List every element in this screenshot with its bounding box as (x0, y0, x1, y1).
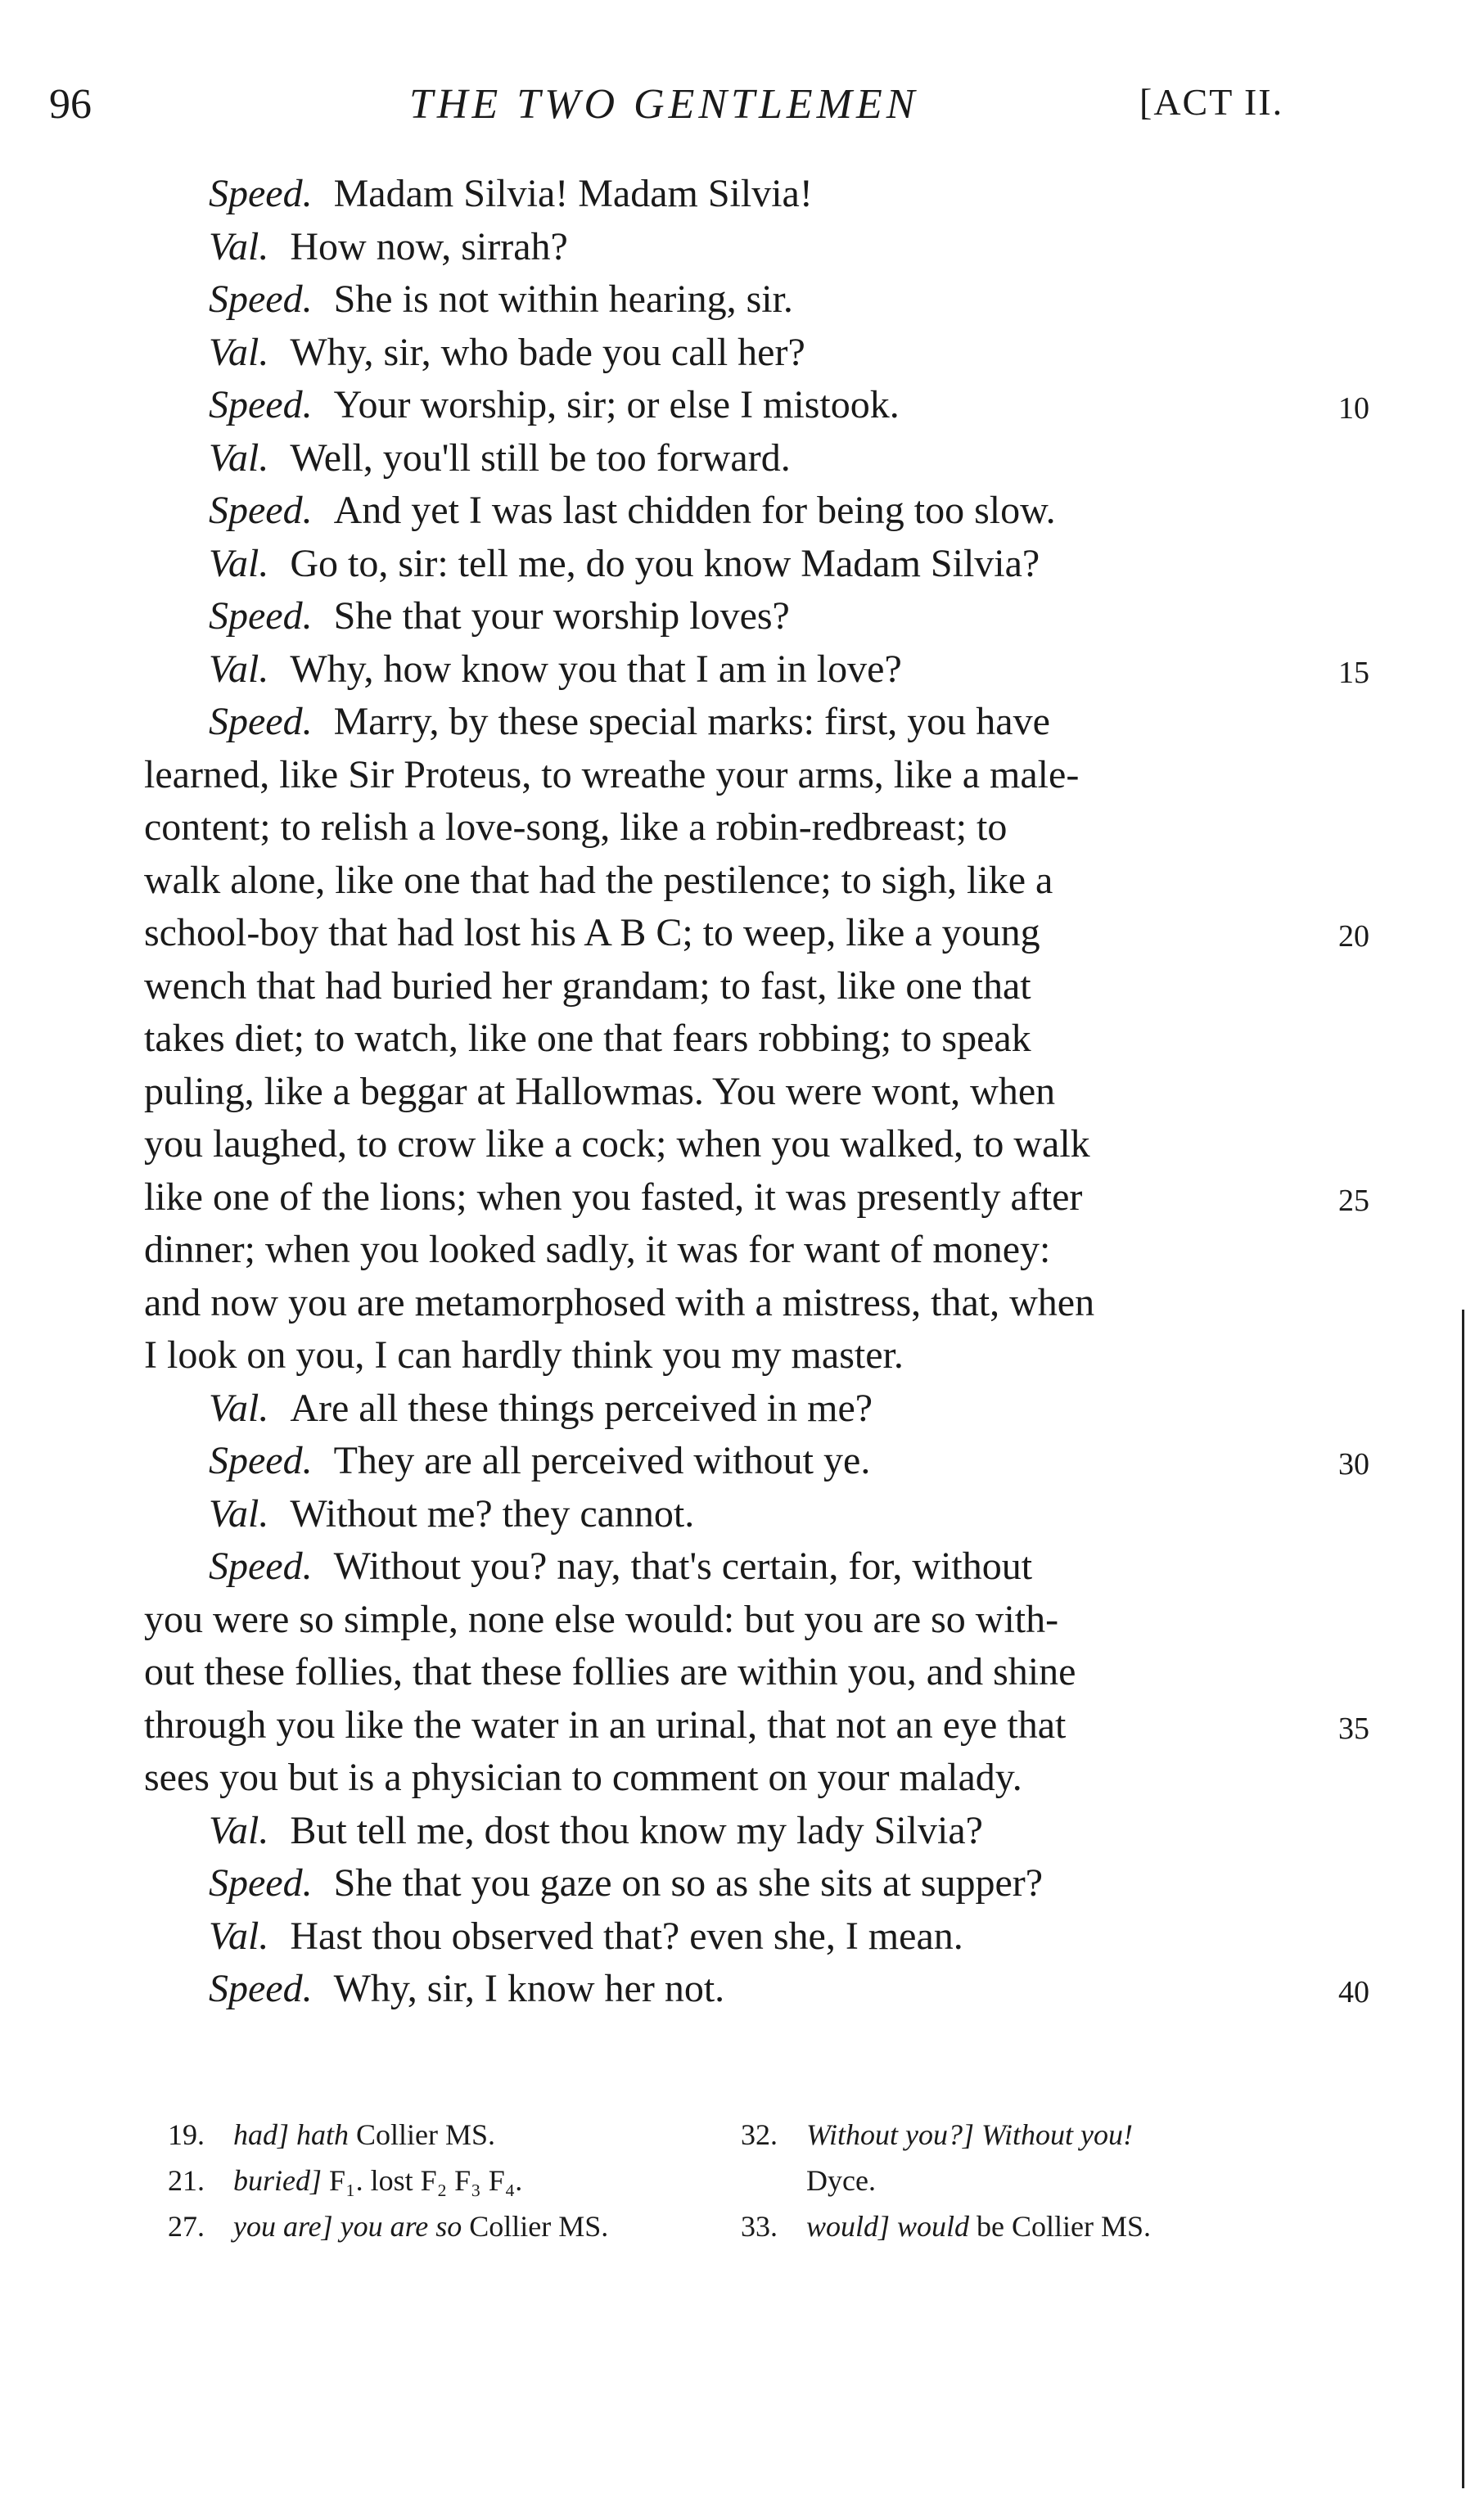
line-content (209, 432, 791, 485)
line-text: But tell me, dost thou know my lady Silvia? (290, 1808, 983, 1852)
footnote-number: 27. (168, 2210, 205, 2243)
text-line (0, 432, 1484, 485)
footnote-number: 33. (741, 2210, 778, 2243)
line-text: Are all these things perceived in me? (290, 1386, 873, 1430)
line-text: Hast thou observed that? even she, I mean. (290, 1914, 963, 1958)
line-text: And yet I was last chidden for being too slow. (333, 489, 1056, 532)
speaker-name: Speed. (209, 277, 313, 321)
footnote-number: 32. (741, 2118, 778, 2151)
text-line (0, 327, 1484, 380)
line-content (144, 1171, 1082, 1224)
line-content (209, 221, 568, 274)
line-text: wench that had buried her grandam; to fast, like one that (144, 963, 1031, 1008)
line-text: Why, sir, who bade you call her? (290, 330, 805, 374)
line-text: like one of the lions; when you fasted, it was presently after (144, 1175, 1083, 1219)
line-number: 25 (1338, 1183, 1369, 1218)
text-line (0, 1382, 1484, 1436)
footnote-source: Dyce. (806, 2164, 876, 2197)
footnote-reading: Without you! (974, 2118, 1133, 2151)
speaker-name: Val. (209, 1491, 269, 1536)
footnote-entry (741, 2112, 1314, 2158)
text-line (0, 1488, 1484, 1541)
play-text (0, 168, 1484, 2016)
text-line (0, 485, 1484, 538)
line-content (209, 273, 793, 327)
line-content (209, 327, 805, 380)
text-line (0, 1699, 1484, 1752)
page-edge-rule (1462, 1310, 1464, 2488)
running-title: THE TWO GENTLEMEN (409, 81, 919, 128)
line-text: Well, you'll still be too forward. (290, 435, 791, 480)
line-text: She that you gaze on so as she sits at supper? (333, 1861, 1044, 1905)
text-line (0, 960, 1484, 1013)
text-line (0, 1435, 1484, 1488)
line-content (209, 1963, 724, 2016)
line-text: sees you but is a physician to comment on your malady. (144, 1756, 1022, 1799)
line-text: They are all perceived without ye. (333, 1439, 871, 1482)
line-number: 10 (1338, 391, 1369, 426)
footnote-number: 19. (168, 2118, 205, 2151)
line-text: out these follies, that these follies are within you, and shine (144, 1650, 1076, 1693)
text-line (0, 643, 1484, 697)
footnote-source: F₁. lost F₂ F₃ F₄. (322, 2164, 523, 2197)
footnote-lemma: had] (233, 2118, 290, 2151)
speaker-name: Val. (209, 1386, 269, 1430)
footnote-lemma: Without you?] (806, 2118, 974, 2151)
speaker-name: Speed. (209, 594, 313, 638)
line-content (209, 590, 790, 643)
text-line (0, 1066, 1484, 1119)
line-content (144, 855, 1053, 908)
line-content (209, 1540, 1032, 1594)
page-header (0, 80, 1484, 146)
line-content (209, 1857, 1043, 1910)
line-text: Without me? they cannot. (290, 1491, 695, 1536)
footnote-entry (168, 2112, 741, 2158)
line-content (144, 1224, 1050, 1277)
line-content (144, 1012, 1031, 1066)
text-line (0, 749, 1484, 802)
line-content (144, 907, 1040, 960)
line-text: Go to, sir: tell me, do you know Madam Silvia? (290, 541, 1040, 585)
text-line (0, 590, 1484, 643)
footnote-entry (168, 2203, 741, 2249)
line-number: 30 (1338, 1447, 1369, 1482)
line-text: She is not within hearing, sir. (333, 277, 793, 321)
text-line (0, 1224, 1484, 1277)
speaker-name: Speed. (209, 1545, 313, 1588)
speaker-name: Val. (209, 435, 269, 480)
line-text: puling, like a beggar at Hallowmas. You were wont, when (144, 1069, 1056, 1113)
line-content (144, 1646, 1076, 1699)
line-content (209, 1382, 873, 1436)
text-line (0, 168, 1484, 221)
text-line (0, 1329, 1484, 1382)
line-number: 40 (1338, 1975, 1369, 2009)
line-text: school-boy that had lost his A B C; to weep, like a young (144, 911, 1040, 954)
text-line (0, 1277, 1484, 1330)
line-content (144, 1329, 904, 1382)
line-content (144, 960, 1031, 1013)
text-line (0, 221, 1484, 274)
line-text: How now, sirrah? (290, 224, 568, 268)
text-line (0, 379, 1484, 432)
footnote-reading: would (890, 2210, 970, 2243)
text-line (0, 1594, 1484, 1647)
line-text: content; to relish a love-song, like a robin-redbreast; to (144, 805, 1008, 849)
line-content (209, 1435, 870, 1488)
text-line (0, 1752, 1484, 1805)
line-number: 35 (1338, 1711, 1369, 1746)
line-text: Why, sir, I know her not. (333, 1967, 725, 2010)
speaker-name: Speed. (209, 1967, 313, 2010)
text-line (0, 1857, 1484, 1910)
footnote-entry (741, 2158, 1314, 2203)
line-content (209, 1805, 983, 1858)
speaker-name: Val. (209, 541, 269, 585)
line-content (209, 168, 813, 221)
line-content (209, 379, 900, 432)
text-line (0, 696, 1484, 749)
line-content (144, 1118, 1090, 1171)
speaker-name: Val. (209, 330, 269, 374)
footnote-source: Collier MS. (349, 2118, 496, 2151)
line-text: takes diet; to watch, like one that fears robbing; to speak (144, 1017, 1031, 1060)
line-text: I look on you, I can hardly think you my master. (144, 1333, 904, 1377)
line-content (144, 801, 1007, 855)
line-text: you laughed, to crow like a cock; when you walked, to walk (144, 1122, 1090, 1166)
footnote-reading: hath (289, 2118, 350, 2151)
text-line (0, 273, 1484, 327)
speaker-name: Val. (209, 647, 269, 691)
footnote-entry (168, 2158, 741, 2203)
footnote-number: 21. (168, 2164, 205, 2197)
speaker-name: Speed. (209, 1439, 313, 1482)
line-text: learned, like Sir Proteus, to wreathe your arms, like a male- (144, 752, 1080, 796)
footnote-entry (741, 2203, 1314, 2249)
speaker-name: Speed. (209, 700, 313, 743)
line-text: through you like the water in an urinal, that not an eye that (144, 1702, 1067, 1747)
line-number: 15 (1338, 655, 1369, 690)
footnote-lemma: you are] (233, 2210, 333, 2243)
act-label: [ACT II. (1139, 81, 1284, 123)
line-text: walk alone, like one that had the pestilence; to sigh, like a (144, 858, 1053, 902)
text-line (0, 1910, 1484, 1964)
line-text: Why, how know you that I am in love? (290, 647, 902, 691)
text-line (0, 538, 1484, 591)
line-content (144, 1752, 1022, 1805)
line-content (144, 749, 1079, 802)
footnote-lemma: buried] (233, 2164, 322, 2197)
speaker-name: Val. (209, 1914, 269, 1958)
speaker-name: Speed. (209, 383, 313, 426)
line-text: Your worship, sir; or else I mistook. (333, 383, 900, 426)
text-line (0, 801, 1484, 855)
footnote-source: Collier MS. (462, 2210, 609, 2243)
line-content (209, 1488, 694, 1541)
speaker-name: Speed. (209, 1861, 313, 1905)
line-content (144, 1594, 1058, 1647)
speaker-name: Val. (209, 1808, 269, 1852)
text-line (0, 1171, 1484, 1224)
line-content (144, 1277, 1094, 1330)
line-text: Without you? nay, that's certain, for, without (333, 1545, 1033, 1588)
text-line (0, 1805, 1484, 1858)
line-content (209, 1910, 963, 1964)
text-line (0, 907, 1484, 960)
line-text: and now you are metamorphosed with a mistress, that, when (144, 1280, 1095, 1324)
line-text: She that your worship loves? (333, 594, 790, 638)
line-content (209, 538, 1040, 591)
text-line (0, 1012, 1484, 1066)
line-content (209, 643, 902, 697)
footnote-source: be Collier MS. (969, 2210, 1152, 2243)
footnote-lemma: would] (806, 2210, 891, 2243)
text-line (0, 855, 1484, 908)
line-text: you were so simple, none else would: but you are so with- (144, 1597, 1059, 1641)
line-content (144, 1066, 1055, 1119)
footnotes-right-column (741, 2112, 1314, 2249)
line-content (144, 1699, 1066, 1752)
line-content (209, 696, 1050, 749)
speaker-name: Val. (209, 224, 269, 268)
line-text: Marry, by these special marks: first, you have (333, 700, 1050, 743)
text-line (0, 1963, 1484, 2016)
speaker-name: Speed. (209, 172, 313, 215)
text-line (0, 1646, 1484, 1699)
page-number: 96 (49, 81, 92, 128)
line-text: dinner; when you looked sadly, it was for want of money: (144, 1228, 1051, 1271)
speaker-name: Speed. (209, 489, 313, 532)
line-content (209, 485, 1056, 538)
text-line (0, 1118, 1484, 1171)
line-text: Madam Silvia! Madam Silvia! (333, 172, 813, 215)
footnotes-left-column (168, 2112, 741, 2249)
line-number: 20 (1338, 919, 1369, 954)
text-line (0, 1540, 1484, 1594)
footnote-reading: you are so (332, 2210, 462, 2243)
